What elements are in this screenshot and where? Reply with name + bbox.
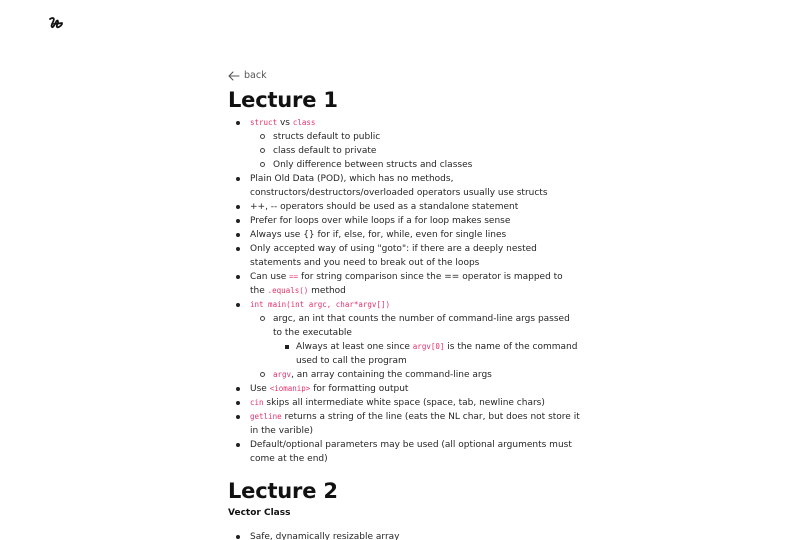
vector-class-heading: Vector Class — [228, 508, 291, 518]
inline-code: <iomanip> — [269, 384, 311, 393]
list-item — [228, 270, 580, 298]
inline-code: .equals() — [267, 286, 309, 295]
list-item: Prefer for loops over while loops if a for loop makes sense — [228, 214, 580, 228]
sub-list — [250, 312, 580, 382]
arrow-left-icon — [228, 71, 240, 81]
list-item: ++, -- operators should be used as a standalone statement — [228, 200, 580, 214]
list-item — [250, 368, 580, 382]
list-item — [228, 116, 580, 172]
text: Can use — [250, 272, 290, 282]
inline-code: argv — [273, 370, 292, 379]
inline-code: == — [289, 272, 299, 281]
list-item: Only accepted way of using "goto": if there are a deeply nested statements and you need to break out of the loops — [228, 242, 580, 270]
text: Always at least one since — [296, 342, 413, 352]
text: , an array containing the command-line args — [291, 370, 492, 380]
list-item: class default to private — [250, 144, 580, 158]
list-item — [228, 396, 580, 410]
lecture-1-title: Lecture 1 — [228, 88, 338, 112]
text: skips all intermediate white space (space, tab, newline chars) — [263, 398, 545, 408]
sub-sub-list — [273, 340, 580, 368]
inline-code: argv[0] — [412, 342, 445, 351]
inline-code: class — [292, 118, 316, 127]
text: for formatting output — [310, 384, 409, 394]
lecture-2-title: Lecture 2 — [228, 479, 338, 503]
list-item: Default/optional parameters may be used (all optional arguments must come at the end) — [228, 438, 580, 466]
text: argc, an int that counts the number of command-line args passed to the executable — [273, 314, 570, 338]
sub-list — [250, 130, 580, 172]
inline-code: getline — [250, 412, 282, 421]
inline-code: struct — [250, 118, 278, 127]
list-item — [228, 298, 580, 382]
list-item: Safe, dynamically resizable array — [228, 530, 580, 540]
text: Use — [250, 384, 270, 394]
inline-code: cin — [250, 398, 264, 407]
text: method — [308, 286, 346, 296]
list-item — [228, 410, 580, 438]
list-item — [273, 340, 580, 368]
list-item: Only difference between structs and classes — [250, 158, 580, 172]
logo-icon[interactable] — [48, 15, 64, 31]
list-item — [250, 312, 580, 368]
text: returns a string of the line (eats the NL char, but does not store it in the varible) — [250, 412, 580, 436]
text: is the name of the command used to call the program — [296, 342, 578, 366]
lecture-2-list — [228, 530, 580, 540]
list-item: structs default to public — [250, 130, 580, 144]
article — [228, 66, 580, 540]
text: for string comparison since the == operator is mapped to the — [250, 272, 563, 296]
list-item: Plain Old Data (POD), which has no methods, constructors/destructors/overloaded operators usually use structs — [228, 172, 580, 200]
list-item: Always use {} for if, else, for, while, even for single lines — [228, 228, 580, 242]
back-label[interactable]: back — [244, 70, 267, 81]
inline-code: int main(int argc, char*argv[]) — [250, 300, 390, 309]
back-link[interactable] — [228, 70, 580, 81]
text: vs — [277, 118, 293, 128]
list-item — [228, 382, 580, 396]
lecture-1-list — [228, 116, 580, 466]
